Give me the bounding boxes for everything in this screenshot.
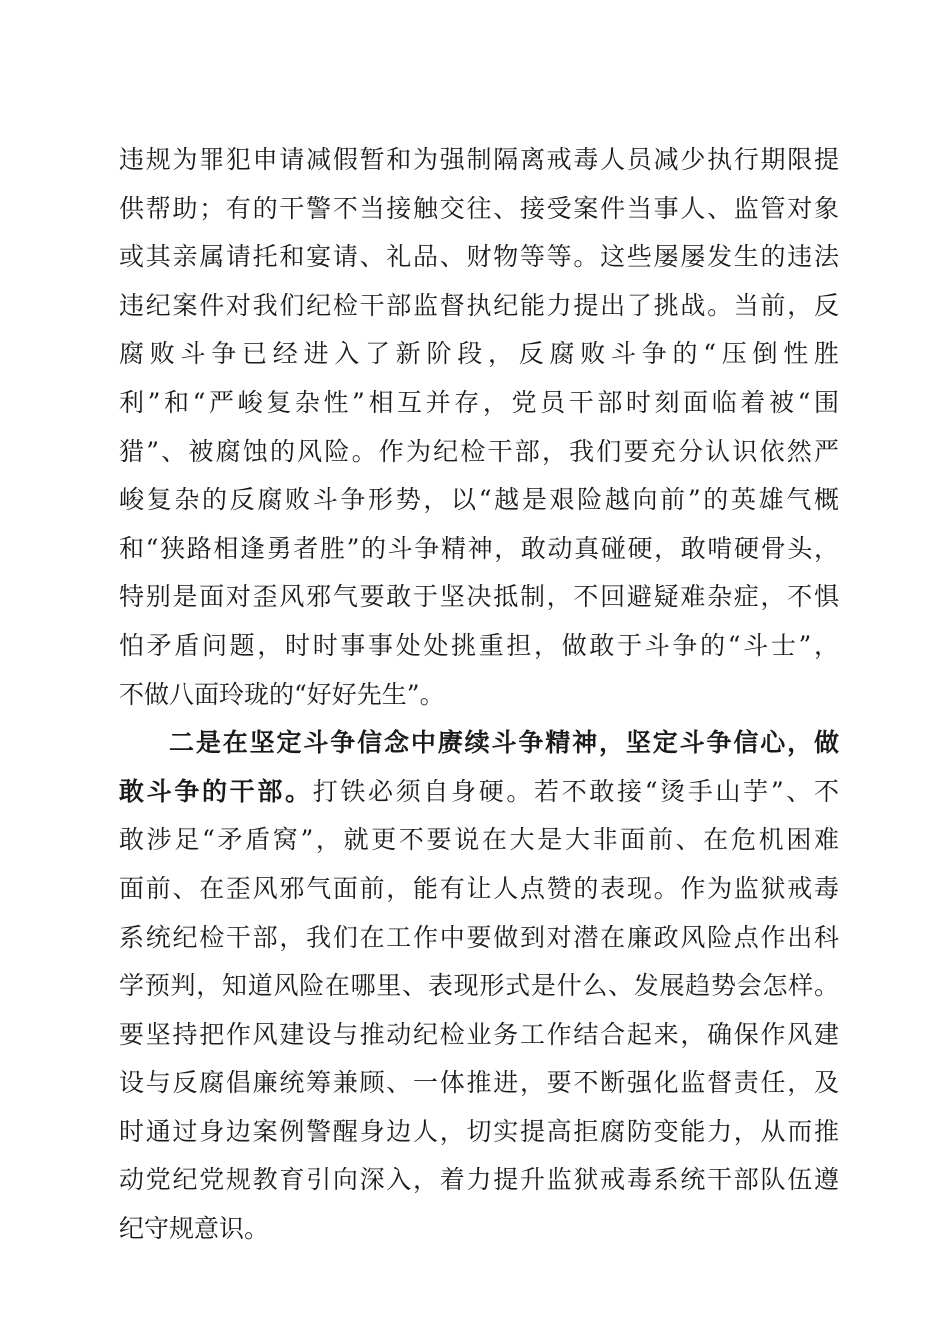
text-line: 纪守规意识。: [119, 1214, 270, 1244]
text-line: 违规为罪犯申请减假暂和为强制隔离戒毒人员减少执行期限提: [119, 145, 839, 174]
text-line: 特别是面对歪风邪气要敢于坚决抵制，不回避疑难杂症，不惧: [119, 582, 839, 612]
text-line: 系统纪检干部，我们在工作中要做到对潜在廉政风险点作出科: [119, 922, 839, 952]
text-line: 违纪案件对我们纪检干部监督执纪能力提出了挑战。当前，反: [119, 290, 839, 320]
text-line: 和“狭路相逢勇者胜”的斗争精神，敢动真碰硬，敢啃硬骨头，: [119, 533, 839, 563]
text-line: 峻复杂的反腐败斗争形势，以“越是艰险越向前”的英雄气概: [119, 485, 839, 515]
text-line: 猎”、被腐蚀的风险。作为纪检干部，我们要充分认识依然严: [119, 436, 839, 466]
text-line: 要坚持把作风建设与推动纪检业务工作结合起来，确保作风建: [119, 1019, 839, 1049]
text-line: 敢涉足“矛盾窝”，就更不要说在大是大非面前、在危机困难: [119, 825, 839, 855]
text-line: 动党纪党规教育引向深入，着力提升监狱戒毒系统干部队伍遵: [119, 1165, 839, 1195]
text-line: 学预判，知道风险在哪里、表现形式是什么、发展趋势会怎样。: [119, 971, 839, 1001]
text-line: 或其亲属请托和宴请、礼品、财物等等。这些屡屡发生的违法: [119, 242, 839, 272]
text-line: 腐败斗争已经进入了新阶段，反腐败斗争的“压倒性胜: [119, 339, 839, 369]
text-line: 怕矛盾问题，时时事事处处挑重担，做敢于斗争的“斗士”，: [119, 630, 839, 660]
text-line: 供帮助；有的干警不当接触交往、接受案件当事人、监管对象: [119, 193, 839, 223]
text-line: 利”和“严峻复杂性”相互并存，党员干部时刻面临着被“围: [119, 387, 839, 417]
document-body: [119, 136, 839, 1254]
text-line: 不做八面玲珑的“好好先生”。: [119, 679, 445, 709]
paragraph-2: [119, 719, 839, 1254]
text-span: 打铁必须自身硬。若不敢接“烫手山芋”、不: [312, 776, 839, 806]
paragraph-1: [119, 136, 839, 719]
text-line: [119, 768, 839, 817]
section-heading-line: 二是在坚定斗争信念中赓续斗争精神，坚定斗争信心，做: [169, 728, 839, 758]
text-line: 时通过身边案例警醒身边人，切实提高拒腐防变能力，从而推: [119, 1116, 839, 1146]
section-heading-end: 敢斗争的干部。: [119, 776, 313, 806]
text-line: 面前、在歪风邪气面前，能有让人点赞的表现。作为监狱戒毒: [119, 873, 839, 903]
text-line: 设与反腐倡廉统筹兼顾、一体推进，要不断强化监督责任，及: [119, 1068, 839, 1098]
